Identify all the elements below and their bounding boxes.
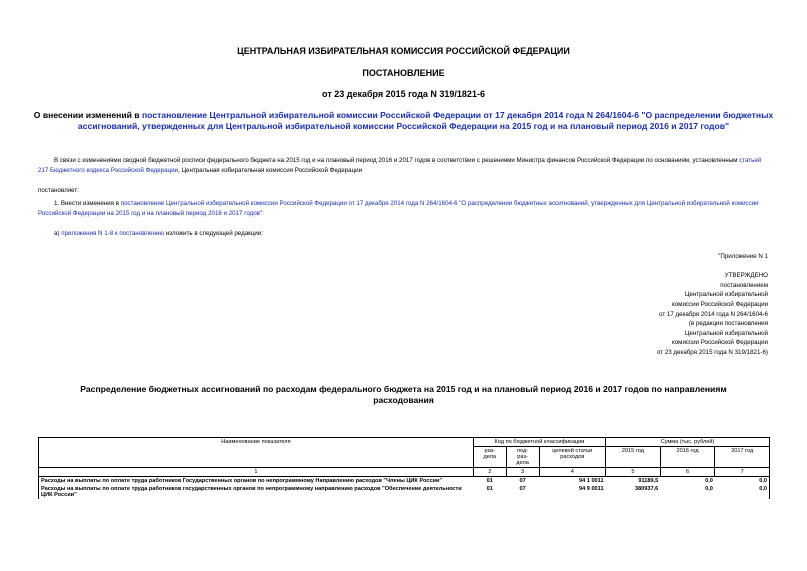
row-2015: 91189,5 [606, 477, 661, 486]
col-header-2015: 2015 год [606, 447, 661, 468]
para1-text: В связи с изменениями сводной бюджетной росписи федерального бюджета на 2015 год и на плановый период 2016 и 2017 годов в соответствии с решениями Министра финансов Российской Федерации по основаниям, установленным [54, 157, 740, 164]
appendix-line: (в редакции постановления [688, 320, 768, 328]
col-header-razdel: раз- дела [473, 447, 506, 468]
appendix-line [657, 262, 768, 272]
row-podrazdel: 07 [506, 477, 539, 486]
item-1 [38, 199, 768, 218]
item1-prefix: 1. Внести изменения в [54, 200, 121, 207]
paragraph-1 [38, 156, 768, 175]
item1-link[interactable]: постановление Центральной избирательной комиссии Российской Федерации от 17 декабря 2014 года N 264/1604-6 "О распределении бюджетных ассигнований, утвержденных для Центральной избирательной комиссии Российской Федерации на 2015 год и на плановый период 2016 и 2017 годов" [38, 200, 759, 217]
item-a-tail: изложить в следующей редакции: [164, 230, 264, 237]
appendix-block [657, 252, 768, 358]
subject-prefix: О внесении изменений в [33, 110, 142, 120]
subject-link[interactable]: постановление Центральной избирательной комиссии Российской Федерации от 17 декабря 2014 года N 264/1604-6 "О распределении бюджетных ассигнований, утвержденных для Центральной избирательной комиссии Российской Федерации на 2015 год и на плановый период 2016 и 2017 годов" [77, 110, 774, 131]
item1-tail: : [262, 209, 264, 217]
row-name: Расходы на выплаты по оплате труда работников государственных органов по непрограммному направлению расходов "Обеспечение деятельности ЦИК России" [39, 485, 474, 499]
col-number: 2 [473, 468, 506, 477]
appendix-line: Центральной избирательной [684, 329, 768, 337]
org-heading: ЦЕНТРАЛЬНАЯ ИЗБИРАТЕЛЬНАЯ КОМИССИЯ РОССИЙСКОЙ ФЕДЕРАЦИИ [237, 46, 570, 56]
row-target: 94 9 0011 [579, 486, 604, 492]
allocations-table [38, 437, 770, 499]
col-number: 1 [39, 468, 474, 477]
appendix-line: "Приложение N 1 [718, 253, 768, 260]
col-header-podrazdel: под- раз- дела [506, 447, 539, 468]
subject-heading [30, 110, 777, 132]
item-a-link[interactable]: приложения N 1-8 к постановлению [61, 230, 164, 237]
row-target: 94 1 0011 [539, 477, 606, 486]
col-number: 3 [506, 468, 539, 477]
row-2016: 0,0 [705, 486, 713, 492]
appendix-line: от 17 декабря 2014 года N 264/1604-6 [659, 310, 768, 318]
appendix-line: от 23 декабря 2015 года N 319/1821-6) [656, 348, 768, 356]
row-2017: 0,0 [715, 477, 770, 486]
col-number: 6 [660, 468, 715, 477]
para1-link[interactable]: статьей 217 Бюджетного кодекса Российской Федерации [38, 157, 762, 174]
table-row [39, 485, 770, 499]
appendix-line: постановлением [720, 281, 768, 289]
appendix-line: комиссии Российской Федерации [671, 339, 768, 347]
appendix-line: комиссии Российской Федерации [671, 300, 768, 308]
row-razdel: 01 [473, 477, 506, 486]
col-header-2016: 2016 год [660, 447, 715, 468]
row-2017: 0,0 [715, 485, 770, 499]
resolves-text: постановляет: [38, 187, 79, 194]
table-title: Распределение бюджетных ассигнований по расходам федерального бюджета на 2015 год и на плановый период 2016 и 2017 годов по направлениям расходования [80, 384, 727, 405]
appendix-line: Центральной избирательной [684, 291, 768, 299]
row-name: Расходы на выплаты по оплате труда работников Государственных органов по непрограммному Направлению расходов "Члены ЦИК России" [39, 477, 474, 486]
col-number: 5 [606, 468, 661, 477]
row-2016: 0,0 [660, 477, 715, 486]
col-header-target: целевой статьи расходов [539, 447, 606, 468]
row-2015: 380937,6 [634, 486, 659, 492]
appendix-line: УТВЕРЖДЕНО [724, 272, 768, 280]
date-line: от 23 декабря 2015 года N 319/1821-6 [322, 89, 485, 99]
col-header-2017: 2017 год [715, 447, 770, 468]
para1-tail: , Центральная избирательная комиссия Российской Федерации [178, 166, 363, 174]
col-header-code: Код по бюджетной классификации [473, 438, 605, 447]
col-number: 7 [715, 468, 770, 477]
item-a [54, 229, 263, 239]
table-row [39, 477, 770, 486]
row-podrazdel: 07 [519, 486, 526, 492]
row-razdel: 01 [486, 486, 493, 492]
col-number: 4 [539, 468, 606, 477]
col-header-sum: Сумма (тыс. рублей) [606, 438, 770, 447]
doc-type-heading: ПОСТАНОВЛЕНИЕ [362, 68, 445, 78]
col-header-name: Наименование показателя [39, 438, 474, 468]
item-a-prefix: а) [54, 230, 62, 237]
